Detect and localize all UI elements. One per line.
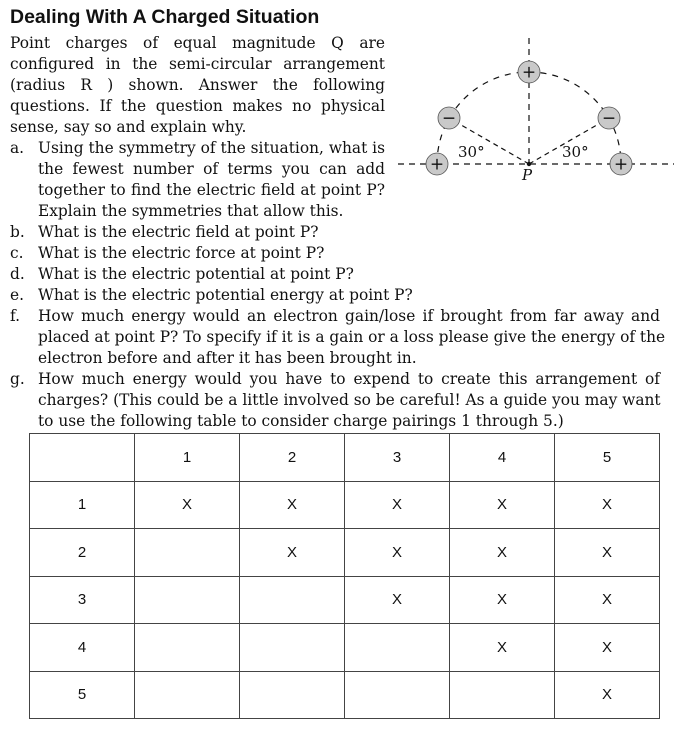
charge-right-positive [610, 153, 632, 175]
pairing-cell: X [345, 481, 450, 529]
table-row [30, 529, 660, 577]
charge-right-negative [598, 107, 620, 129]
question-label: f. [10, 307, 21, 325]
svg-text:+: + [521, 62, 537, 83]
question-line: together to find the electric field at point P? [38, 181, 385, 199]
question-line: to use the following table to consider charge pairings 1 through 5.) [38, 412, 564, 430]
point-p-label: P [522, 166, 533, 184]
row-header-cell: 4 [30, 624, 135, 672]
pairing-cell: X [135, 481, 240, 529]
svg-text:+: + [613, 154, 629, 175]
table-row [30, 481, 660, 529]
column-header-cell: 2 [240, 434, 345, 482]
intro-line: questions. If the question makes no physical [10, 97, 385, 115]
charge-pairing-table [29, 433, 660, 719]
pairing-cell: X [555, 624, 660, 672]
intro-paragraph [10, 33, 385, 138]
question-label: e. [10, 286, 25, 304]
pairing-cell [345, 671, 450, 719]
table-row [30, 624, 660, 672]
row-header-cell: 1 [30, 481, 135, 529]
pairing-cell: X [345, 576, 450, 624]
question-label: d. [10, 265, 25, 283]
svg-text:+: + [429, 154, 445, 175]
column-header-cell: 3 [345, 434, 450, 482]
column-header-cell: 4 [450, 434, 555, 482]
intro-line: (radius R ) shown. Answer the following [10, 76, 385, 94]
question-line: Using the symmetry of the situation, what is [38, 139, 385, 157]
pairing-cell: X [555, 576, 660, 624]
svg-text:−: − [441, 108, 457, 129]
pairing-cell [135, 529, 240, 577]
pairing-cell: X [345, 529, 450, 577]
pairing-cell [135, 671, 240, 719]
pairing-cell: X [450, 576, 555, 624]
pairing-cell: X [450, 481, 555, 529]
pairing-cell [450, 671, 555, 719]
angle-label-left: 30° [458, 143, 485, 161]
question-line: electron before and after it has been brought in. [38, 349, 417, 367]
pairing-cell [345, 624, 450, 672]
row-header-cell: 3 [30, 576, 135, 624]
worksheet-title: Dealing With A Charged Situation [10, 6, 320, 28]
intro-line: configured in the semi-circular arrangement [10, 55, 385, 73]
question-line: How much energy would an electron gain/lose if brought from far away and [38, 307, 660, 325]
pairing-cell [240, 671, 345, 719]
column-header-cell: 5 [555, 434, 660, 482]
question-line: How much energy would you have to expend to create this arrangement of [38, 370, 660, 388]
svg-text:−: − [601, 108, 617, 129]
question-line: the fewest number of terms you can add [38, 160, 385, 178]
row-header-cell: 5 [30, 671, 135, 719]
intro-line: Point charges of equal magnitude Q are [10, 34, 385, 52]
column-header-cell: 1 [135, 434, 240, 482]
question-line: Explain the symmetries that allow this. [38, 202, 344, 220]
pairing-cell: X [555, 671, 660, 719]
pairing-cell: X [555, 529, 660, 577]
table-row [30, 576, 660, 624]
charge-left-positive [426, 153, 448, 175]
question-label: b. [10, 223, 25, 241]
pairing-cell [240, 624, 345, 672]
question-label: c. [10, 244, 24, 262]
table-corner-cell [30, 434, 135, 482]
question-label: g. [10, 370, 25, 388]
pairing-cell: X [555, 481, 660, 529]
pairing-cell: X [240, 481, 345, 529]
pairing-cell: X [450, 529, 555, 577]
table-row [30, 671, 660, 719]
pairing-cell [135, 624, 240, 672]
charge-arrangement-diagram [392, 30, 678, 190]
question-line: charges? (This could be a little involved so be careful! As a guide you may want [38, 391, 661, 409]
row-header-cell: 2 [30, 529, 135, 577]
question-line: What is the electric field at point P? [38, 223, 319, 241]
table-header-row [30, 434, 660, 482]
pairing-cell: X [240, 529, 345, 577]
angle-label-right: 30° [562, 143, 589, 161]
question-line: What is the electric potential energy at point P? [38, 286, 413, 304]
question-line: What is the electric potential at point P? [38, 265, 354, 283]
pairing-cell: X [450, 624, 555, 672]
pairing-cell [240, 576, 345, 624]
question-line: What is the electric force at point P? [38, 244, 325, 262]
intro-line: sense, say so and explain why. [10, 118, 247, 136]
question-line: placed at point P? To specify if it is a gain or a loss please give the energy of the [38, 328, 666, 346]
charge-top-positive [518, 61, 540, 83]
question-label: a. [10, 139, 25, 157]
charge-left-negative [438, 107, 460, 129]
pairing-cell [135, 576, 240, 624]
